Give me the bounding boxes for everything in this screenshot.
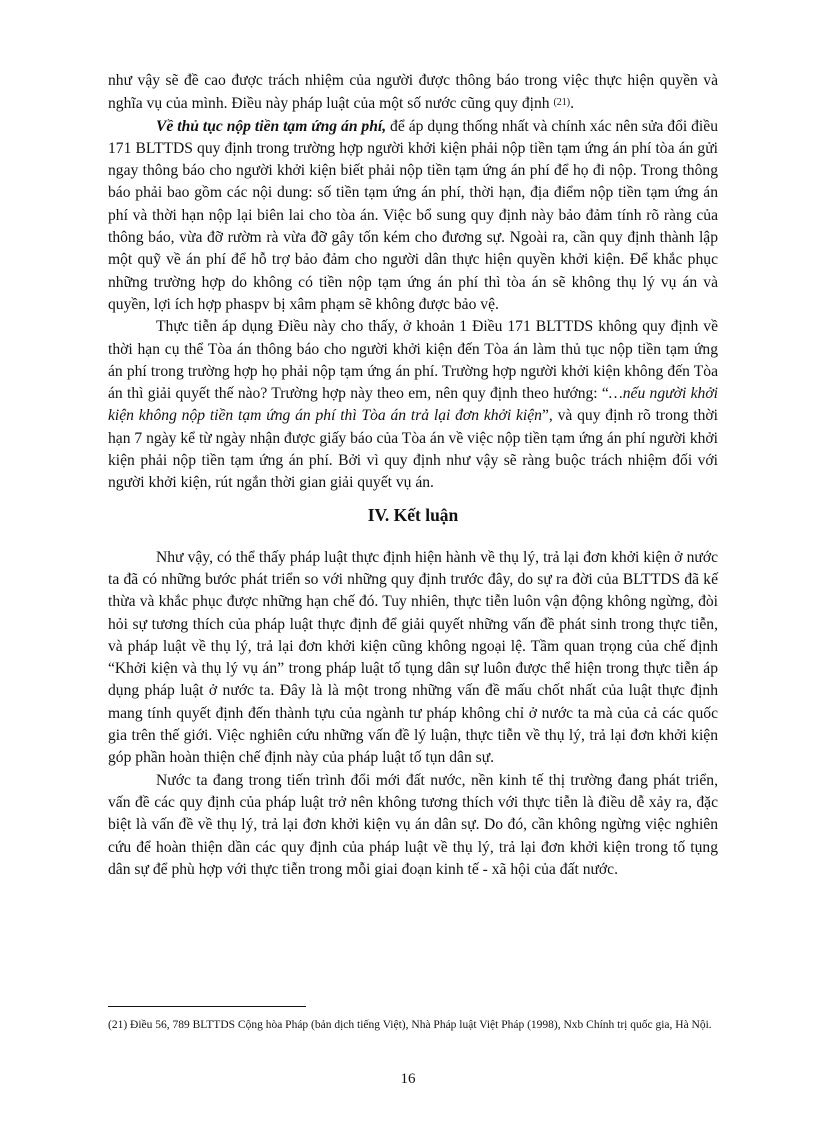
body-text <box>108 70 718 881</box>
paragraph-continuation <box>108 70 718 116</box>
paragraph-practice <box>108 316 718 494</box>
paragraph-conclusion-2: Nước ta đang trong tiến trình đổi mới đất nước, nền kinh tế thị trường đang phát triển, vấn đề các quy định của pháp luật trở nên không tương thích với thực tiễn là điều dễ xảy ra, đặc biệt là vấn đề về thụ lý, trả lại đơn khởi kiện vụ án dân sự. Do đó, cần không ngừng việc nghiên cứu để hoàn thiện dần các quy định của pháp luật về thụ lý, trả lại đơn khởi kiện trong tố tụng dân sự để phù hợp với thực tiễn trong mỗi giai đoạn kinh tế - xã hội của đất nước. <box>108 771 718 878</box>
paragraph-fee-procedure <box>108 116 718 317</box>
paragraph-conclusion-1: Như vậy, có thể thấy pháp luật thực định hiện hành về thụ lý, trả lại đơn khởi kiện ở nước ta đã có những bước phát triển so với những quy định trước đây, do sự ra đời của BLTTDS đã kế thừa và khắc phục được những hạn chế đó. Tuy nhiên, thực tiễn luôn vận động không ngừng, đòi hỏi sự tương thích của pháp luật thực định để giải quyết những vấn đề phát sinh trong thực tiễn, và pháp luật về thụ lý, trả lại đơn khởi kiện cũng không ngoại lệ. Tầm quan trọng của chế định “Khởi kiện và thụ lý vụ án” trong pháp luật tố tụng dân sự luôn được thể hiện trong thực tiễn áp dụng pháp luật ở nước ta. Đây là là một trong những vấn đề mấu chốt nhất của luật thực định mang tính quyết định đến thành tựu của ngành tư pháp không chỉ ở nước ta mà của cả các quốc gia trên thế giới. Việc nghiên cứu những vấn đề lý luận, thực tiễn về thụ lý, trả lại đơn khởi kiện góp phần hoàn thiện chế định này của pháp luật tố tụn dân sự. <box>108 548 718 767</box>
paragraph-text: ”, và quy định rõ trong thời hạn 7 ngày kể từ ngày nhận được giấy báo của Tòa án về việc nộp tiền tạm ứng án phí người khởi kiện phải nộp tiền tạm ứng án phí. Bởi vì quy định như vậy sẽ ràng buộc trách nhiệm đối với người khởi kiện, rút ngắn thời gian giải quyết vụ án. <box>108 407 718 492</box>
page-number: 16 <box>400 1071 416 1087</box>
footnote-reference[interactable]: (21) <box>553 97 571 109</box>
paragraph-lead-emphasis: Về thủ tục nộp tiền tạm ứng án phí, <box>156 117 387 135</box>
paragraph-text-end: . <box>570 95 575 113</box>
footnote: (21) Điều 56, 789 BLTTDS Cộng hòa Pháp (bản dịch tiếng Việt), Nhà Pháp luật Việt Pháp (1998), Nxb Chính trị quốc gia, Hà Nội. <box>108 1019 712 1031</box>
paragraph-text: như vậy sẽ đề cao được trách nhiệm của người được thông báo trong việc thực hiện quyền và nghĩa vụ của mình. Điều này pháp luật của một số nước cũng quy định <box>108 72 718 113</box>
footnote-separator <box>108 1006 306 1007</box>
section-heading: IV. Kết luận <box>367 504 459 525</box>
paragraph-text: Thực tiễn áp dụng Điều này cho thấy, ở khoản 1 Điều 171 BLTTDS không quy định về thời hạn cụ thể Tòa án thông báo cho người khởi kiện đến Tòa án làm thủ tục nộp tiền tạm ứng án phí trong trường hợp họ phải nộp tạm ứng án phí. Trường hợp người khởi kiện không đến Tòa án thì giải quyết thế nào? Trường hợp này theo em, nên quy định theo hướng: “ <box>108 318 718 403</box>
paragraph-quote: …nếu người khởi kiện không nộp tiền tạm ứng án phí thì Tòa án trả lại đơn khởi kiện <box>108 385 718 425</box>
paragraph-text: để áp dụng thống nhất và chính xác nên sửa đổi điều 171 BLTTDS quy định trong trường hợp người khởi kiện phải nộp tiền tạm ứng án phí tòa án gửi ngay thông báo cho người khởi kiện biết phải nộp tiền tạm ứng án phí để họ đi nộp. Trong thông báo phải bao gồm các nội dung: số tiền tạm ứng án phí, thời hạn, địa điểm nộp tiền tạm ứng án phí và thời hạn nộp lại biên lai cho tòa án. Việc bổ sung quy định này bảo đảm tính rõ ràng của thông báo, vừa đỡ rườm rà vừa đỡ gây tốn kém cho đương sự. Ngoài ra, cần quy định thành lập một quỹ về án phí để hỗ trợ bảo đảm cho người dân thực hiện quyền khởi kiện. Để khắc phục những trường hợp do không có tiền nộp tạm ứng án phí thì tòa án sẽ không thụ lý vụ án và quyền, lợi ích hợp phaspv bị xâm phạm sẽ không được bảo vệ. <box>108 117 718 313</box>
